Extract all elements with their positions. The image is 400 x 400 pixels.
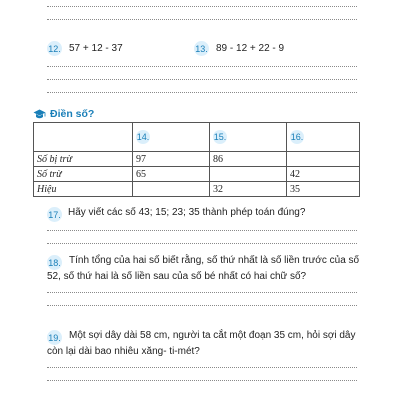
row-label: Hiệu (34, 182, 133, 197)
table-row (34, 152, 360, 167)
table-cell[interactable] (287, 152, 360, 167)
answer-line (47, 92, 357, 93)
section-heading (33, 108, 94, 120)
question-text (47, 328, 363, 360)
column-number: 15. (213, 132, 227, 142)
answer-line (47, 292, 357, 293)
exercise-number: 12. (47, 41, 62, 56)
fill-in-table (33, 122, 360, 197)
answer-line (47, 19, 357, 20)
table-cell[interactable]: 65 (133, 167, 210, 182)
answer-line (47, 230, 357, 231)
question-text (47, 253, 363, 285)
exercise-expression: 89 - 12 + 22 - 9 (216, 43, 285, 54)
table-cell[interactable] (210, 167, 287, 182)
question-text-content: Một sợi dây dài 58 cm, người ta cắt một đoạn 35 cm, hỏi sợi dây còn lại dài bao nhiêu xăng- ti-mét? (47, 330, 356, 357)
row-label: Số bị trừ (34, 152, 133, 167)
question-number: 18. (47, 255, 62, 270)
column-number: 14. (136, 132, 150, 142)
table-header-cell (287, 123, 360, 152)
answer-line (47, 380, 357, 381)
answer-line (47, 6, 357, 7)
table-corner-cell (34, 123, 133, 152)
graduation-cap-icon (33, 109, 46, 120)
answer-line (47, 305, 357, 306)
table-cell[interactable]: 86 (210, 152, 287, 167)
table-cell[interactable] (133, 182, 210, 197)
exercise-number: 13. (194, 41, 209, 56)
table-header-cell (133, 123, 210, 152)
answer-line (47, 243, 357, 244)
table-row (34, 167, 360, 182)
answer-line (47, 79, 357, 80)
question-text: Hãy viết các số 43; 15; 23; 35 thành phép toán đúng? (68, 207, 306, 218)
table-cell[interactable]: 35 (287, 182, 360, 197)
question-text-content: Tính tổng của hai số biết rằng, số thứ nhất là số liền trước của số 52, số thứ hai là số liền sau của số bé nhất có hai chữ số? (47, 255, 360, 282)
question-number: 19. (47, 330, 62, 345)
answer-line (47, 367, 357, 368)
exercise-expression: 57 + 12 - 37 (69, 43, 123, 54)
table-header-row (34, 123, 360, 152)
table-row (34, 182, 360, 197)
table-cell[interactable]: 97 (133, 152, 210, 167)
table-header-cell (210, 123, 287, 152)
column-number: 16. (290, 132, 304, 142)
table-cell[interactable]: 32 (210, 182, 287, 197)
table-cell[interactable]: 42 (287, 167, 360, 182)
section-title: Điền số? (50, 108, 95, 120)
question-number: 17. (47, 207, 62, 222)
row-label: Số trừ (34, 167, 133, 182)
answer-line (47, 66, 357, 67)
